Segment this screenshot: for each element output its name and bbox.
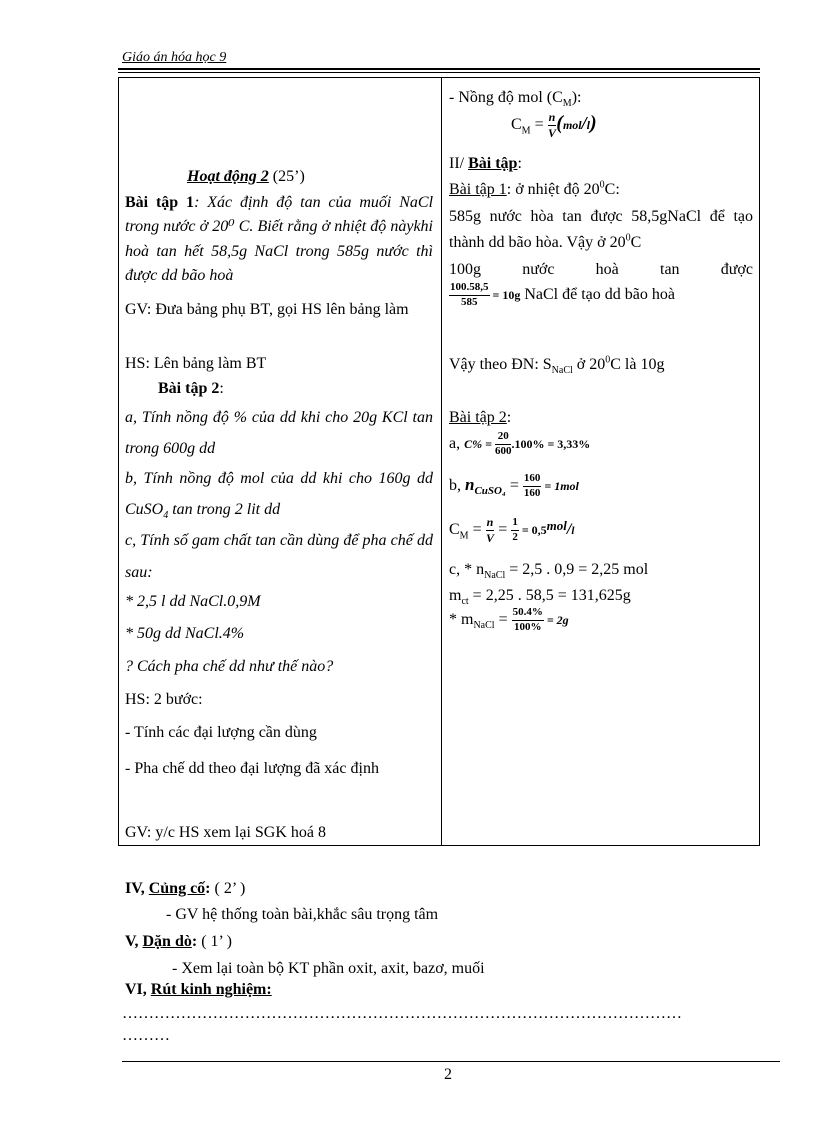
left-step1: - Tính các đại lượng cần dùng [125,724,317,741]
table-column-divider [441,77,442,846]
section-iv [125,879,245,899]
left-gv1: GV: Đưa bảng phụ BT, gọi HS lên bảng làm [125,301,409,318]
left-hs1: HS: Lên bảng làm BT [125,355,267,372]
vi-title: Rút kinh nghiệm: [150,981,272,998]
ex2-cm-unit-mol: mol [546,518,567,534]
ex2-cm-eq: = [468,521,486,539]
ex2-b-sub: CuSO₄ [474,485,506,498]
ex2-a-num: 20 [495,430,512,445]
right-ex1-text [449,204,753,256]
conc-mid: ở 20 [572,356,606,373]
left-question: ? Cách pha chế dd như thế nào? [125,658,334,675]
left-ex2-b [125,463,433,525]
v-num: V, [125,933,143,950]
right-ex1-100g: 100g nước hoà tan được [449,261,753,278]
iv-num: IV, [125,880,149,897]
c3-fraction [512,606,544,635]
activity-heading [187,167,305,187]
conc-sub: NaCl [551,365,573,377]
right-ex2-c2 [449,586,631,606]
v-colon: : [191,933,198,950]
cm-symbol: C [511,116,522,134]
right-ex1-conclusion [449,355,664,375]
ex2-cm-den: 2 [512,531,518,543]
left-ex2-c: c, Tính số gam chất tan cần dùng để pha chế dd sau: [125,532,433,581]
cm-unit-slash: / [581,113,587,134]
ex1-fraction [449,281,490,310]
right-ex2-label: Bài tập 2 [449,409,507,426]
iv-title: Củng cố [148,880,206,897]
c1-sub: NaCl [484,570,506,582]
c3-rhs: = 2g [543,612,569,627]
iv-item: - GV hệ thống toàn bài,khắc sâu trọng tâm [166,906,439,923]
c2-sub: ct [461,596,469,608]
cm-equals: = [530,116,548,134]
ex2-b-den: 160 [523,486,541,499]
left-ex1-label: Bài tập 1 [125,194,195,211]
right-cm-intro [449,88,581,108]
ex2-b-n: n [465,474,475,494]
c1-pre: c, * n [449,561,485,578]
vi-dots-line1: …………………………………………………………………………………………… [122,1005,682,1022]
ex2-b-fraction [523,472,542,501]
ex2-a-rhs: .100% = 3,33% [511,436,591,451]
c3-num: 50.4% [512,606,544,621]
cm-unit-paren-open: ( [556,112,563,135]
right-ex2-cm [449,515,574,546]
right-ex1-deg2: 0 [625,232,631,244]
left-ex2-b-sub: 4 [163,510,169,522]
ex2-cm-num: 1 [511,516,519,531]
right-ex1-label: Bài tập 1 [449,181,507,198]
header-rule-thick [118,68,760,70]
cm-unit-paren-close: ) [590,112,597,135]
ex2-cm-rhs: = 0,5 [518,523,547,538]
ex2-cm-fraction [511,516,519,545]
c3-sub: NaCl [473,620,495,632]
right-section-title: Bài tập [468,155,518,172]
left-ex1 [125,191,433,289]
right-cm-formula [511,110,597,141]
c2-post: = 2,25 . 58,5 = 131,625g [468,587,631,604]
ex2-b-label: b, [449,476,465,494]
right-section-num: II/ [449,155,469,172]
activity-time: (25’) [268,168,305,185]
right-ex1-heading [449,180,620,200]
ex2-cm-eq2: = [494,521,512,539]
v-time: ( 1’ ) [197,933,232,950]
left-ex2-c1: * 2,5 l dd NaCl.0,9M [125,593,261,610]
left-ex2-b-pre: b, Tính nồng độ mol của dd khi cho 160g dd CuSO [125,470,433,518]
vi-dots-line2: ……… [122,1027,170,1044]
cm-unit-l: l [586,118,590,133]
right-ex1-deg: 0 [599,179,605,191]
ex2-b-rhs: = 1mol [541,478,579,493]
ex1-frac-den: 585 [461,295,478,308]
cm-fraction [548,110,557,141]
right-ex2-c3 [449,606,569,635]
section-vi [125,980,272,1000]
v-item: - Xem lại toàn bộ KT phần oxit, axit, bazơ, muối [172,960,485,977]
c3-pre: * m [449,610,474,628]
document-header: Giáo án hóa học 9 [122,50,227,65]
ex2-cm-unit-l: l [571,525,575,538]
left-ex1-text: : Xác định độ tan của muối NaCl trong nước ở 20⁰ C. Biết rằng ở nhiệt độ nàykhi hoà tan hết 58,5g NaCl trong 585g nước thì được dd bão hoà [125,194,434,285]
right-ex1-text2b: C [630,234,642,251]
left-ex2-a: a, Tính nồng độ % của dd khi cho 20g KCl tan trong 600g dd [125,409,433,457]
right-cm-intro-sub: M [562,98,572,110]
vi-num: VI, [125,981,151,998]
ex2-cm-nv-fraction [486,515,495,546]
ex2-b-eq: = [505,476,523,494]
left-ex2-b-post: tan trong 2 lit dd [168,501,281,518]
left-ex2-colon: : [219,380,224,397]
c1-post: = 2,5 . 0,9 = 2,25 mol [505,561,649,578]
left-ex2-heading [158,379,224,399]
header-rule-thin [118,72,760,73]
right-ex1-calc [449,281,675,310]
ex2-a-lhs: C% = [464,436,495,451]
activity-title: Hoạt động 2 [187,168,269,185]
ex2-b-num: 160 [523,472,542,487]
conc-post: C là 10g [610,356,665,373]
section-v [125,932,232,952]
conc-deg: 0 [605,354,611,366]
right-ex2-a [449,430,590,459]
ex1-frac-result: = 10g [489,287,521,302]
left-step2: - Pha chế dd theo đại lượng đã xác định [125,760,379,777]
right-ex1-c: C: [604,181,620,198]
right-ex1-text2: 585g nước hòa tan được 58,5gNaCl để tạo thành dd bão hòa. Vậy ở 20 [449,208,753,251]
right-section-heading [449,154,522,174]
ex2-a-den: 600 [494,444,512,457]
ex2-cm-n: n [486,515,494,529]
ex2-a-label: a, [449,434,465,452]
c2-pre: m [449,587,462,604]
c3-den: 100% [513,620,542,633]
footer-rule [122,1061,780,1062]
left-ex2-c2: * 50g dd NaCl.4% [125,625,245,642]
cm-frac-num: n [548,110,556,124]
ex2-a-fraction [495,430,512,459]
v-title: Dặn dò [142,933,192,950]
ex2-cm-v: V [485,531,494,545]
iv-time: ( 2’ ) [210,880,246,897]
conc-pre: Vậy theo ĐN: S [449,356,552,373]
left-gv2: GV: y/c HS xem lại SGK hoá 8 [125,824,327,841]
ex1-tail: NaCl để tạo dd bão hoà [520,285,675,303]
right-ex2-heading [449,408,511,428]
right-cm-intro-close: ): [571,89,582,106]
ex1-frac-num: 100.58,5 [449,281,490,296]
cm-symbol-sub: M [521,125,531,137]
right-cm-intro-text: - Nồng độ mol (C [449,89,563,106]
ex2-cm-unit-slash: / [566,521,572,539]
left-hs2: HS: 2 bước: [125,691,203,708]
iv-colon: : [205,880,211,897]
page-number: 2 [444,1066,452,1083]
right-ex2-colon: : [506,409,512,426]
right-ex2-b [449,472,579,501]
left-ex2-label: Bài tập 2 [158,380,220,397]
c3-eq: = [494,610,512,628]
right-ex1-colon: : ở nhiệt độ 20 [506,181,600,198]
right-ex2-c1 [449,560,648,580]
ex2-cm-c: C [449,521,460,539]
ex2-cm-sub: M [459,530,469,542]
cm-frac-den: V [547,126,556,140]
right-section-colon: : [517,155,522,172]
cm-unit-mol: mol [562,118,582,133]
